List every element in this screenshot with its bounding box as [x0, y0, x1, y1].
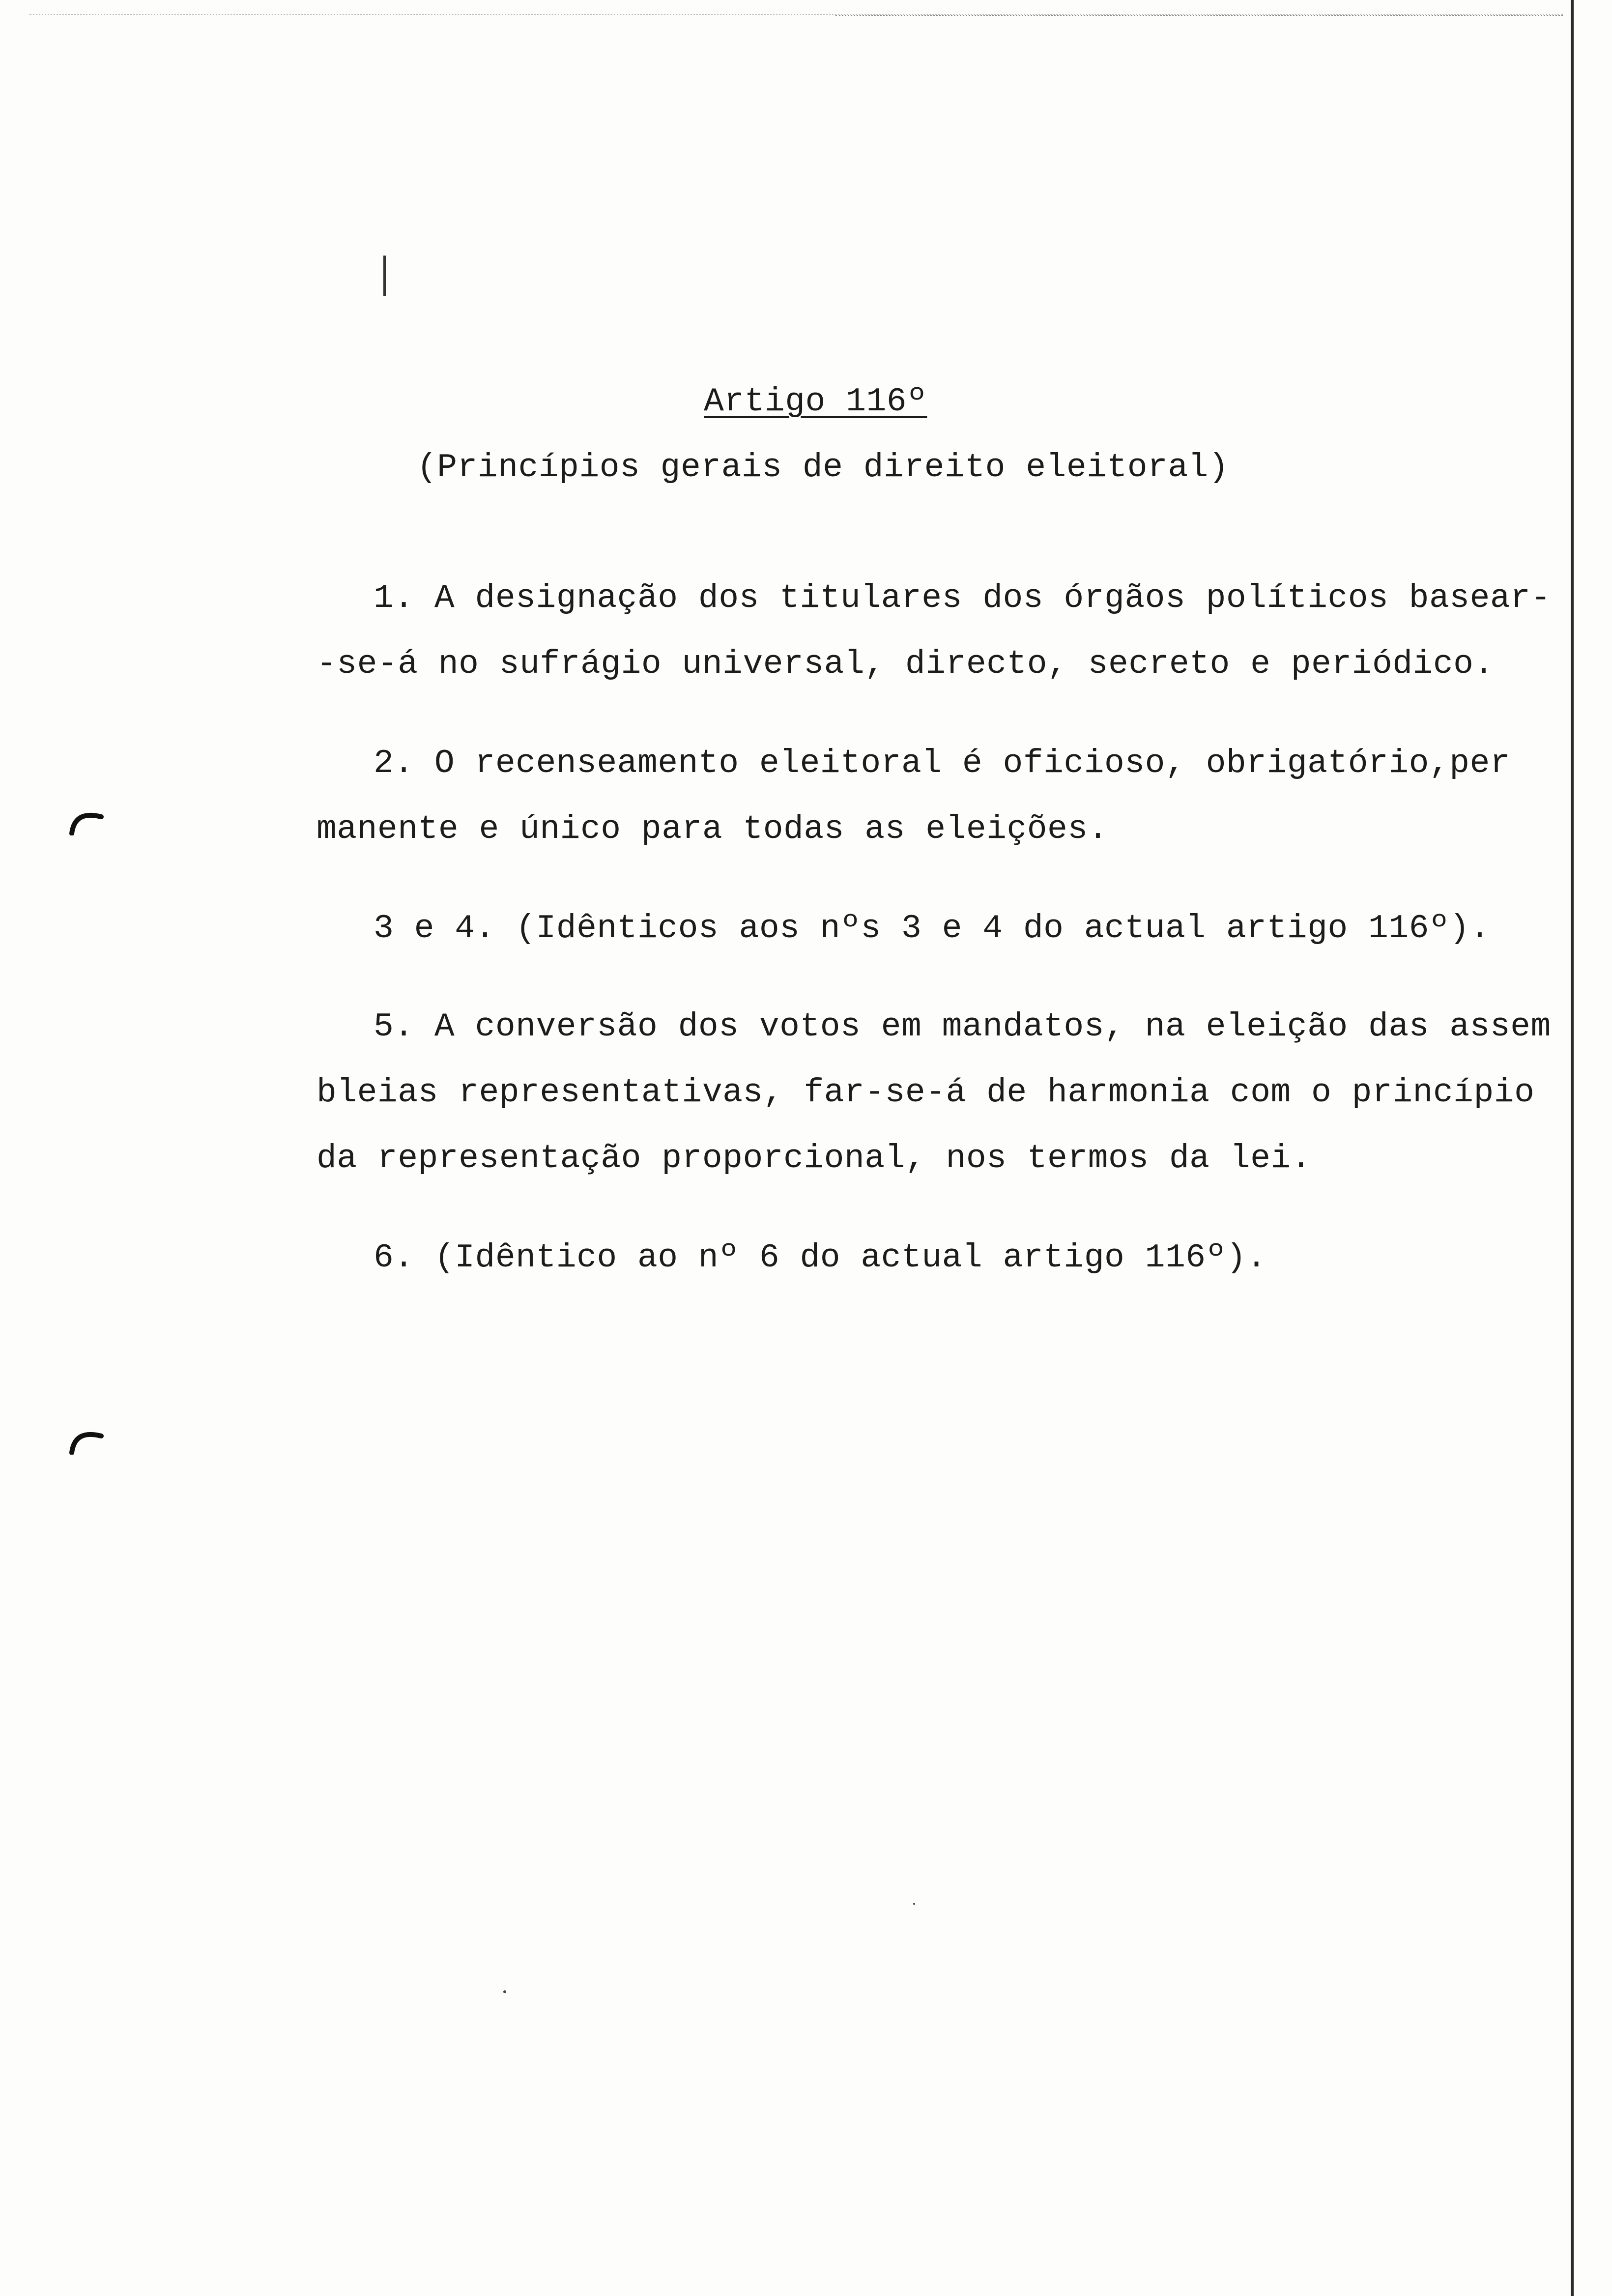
article-subtitle: (Princípios gerais de direito eleitoral)	[417, 449, 1229, 487]
scan-top-edge-noise-dark	[835, 15, 1563, 16]
article-title: Artigo 116º	[704, 383, 927, 421]
scan-speck	[503, 1990, 506, 1993]
paragraph-2-line-1: 2. O recenseamento eleitoral é oficioso, obrigatório,per	[374, 745, 1511, 782]
paragraph-5-line-3: da representação proporcional, nos termos da lei.	[317, 1140, 1312, 1177]
scan-margin-mark	[383, 256, 386, 296]
paragraph-1-line-2: -se-á no sufrágio universal, directo, secreto e periódico.	[317, 645, 1494, 683]
punch-hole-arc-upper	[69, 806, 104, 835]
paragraph-2-line-2: manente e único para todas as eleições.	[317, 810, 1108, 848]
paragraph-3-line-1: 3 e 4. (Idênticos aos nºs 3 e 4 do actual artigo 116º).	[374, 910, 1490, 947]
punch-hole-arc-lower	[69, 1425, 104, 1455]
paragraph-1-line-1: 1. A designação dos titulares dos órgãos políticos basear-	[374, 579, 1551, 617]
paragraph-5-line-2: bleias representativas, far-se-á de harmonia com o princípio	[317, 1074, 1535, 1112]
paragraph-5-line-1: 5. A conversão dos votos em mandatos, na eleição das assem	[374, 1008, 1551, 1046]
scan-speck	[913, 1903, 915, 1905]
scan-right-edge-line	[1571, 0, 1574, 2296]
paragraph-6-line-1: 6. (Idêntico ao nº 6 do actual artigo 116º).	[374, 1239, 1267, 1277]
